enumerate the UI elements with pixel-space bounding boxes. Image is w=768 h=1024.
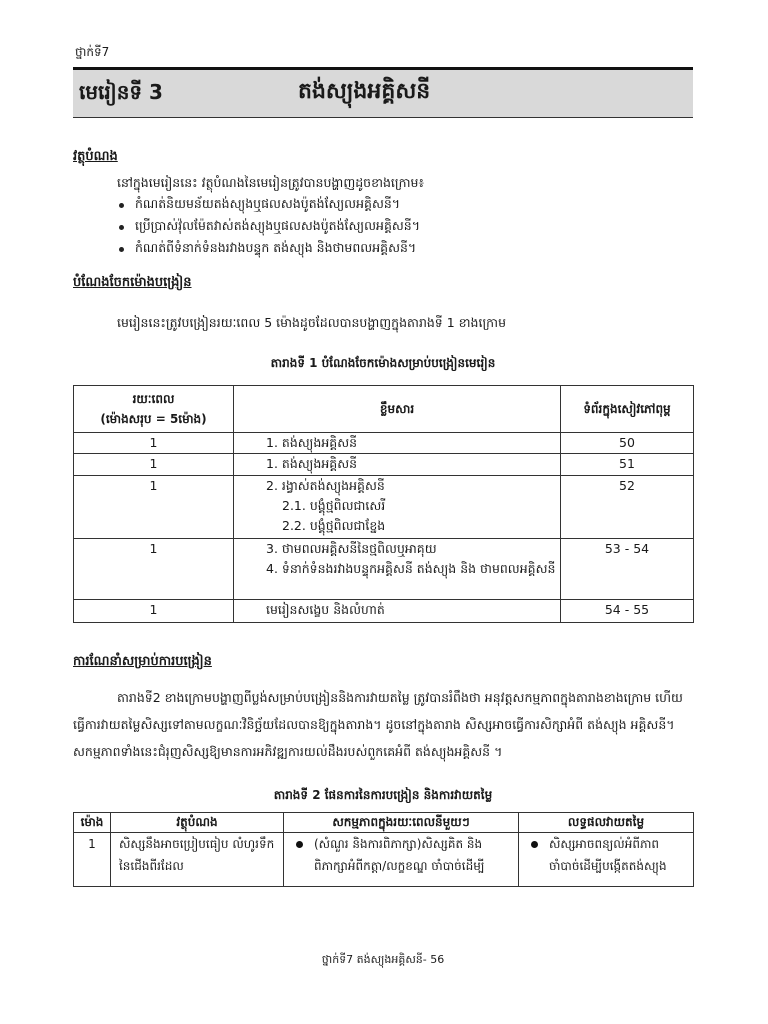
bullet-icon [119,225,124,230]
objective-item [117,218,693,240]
lesson-topic: តង់ស្យុងអគ្គិសនី [298,79,431,104]
schedule-heading: បំណែងចែកម៉ោងបង្រៀន [73,275,192,290]
bullet-icon [531,841,538,848]
activity-value: (សំណួរ និងការពិភាក្សា)សិស្សគិត និង ពិភាក្សាអំពីកត្តា/លក្ខខណ្ឌ ចាំបាច់ដើម្បី [314,837,485,873]
bullet-icon [119,247,124,252]
content-cell [234,454,561,476]
table-row [74,454,694,476]
hours-cell: 1 [74,454,234,476]
table-1-caption: តារាងទី 1 បំណែងចែកម៉ោងសម្រាប់បង្រៀនមេរៀន [270,356,496,370]
activity-header: សកម្មភាពក្នុងរយៈពេលនីមួយៗ [284,813,519,833]
objective-header: វត្ថុបំណង [111,813,284,833]
schedule-table [73,385,694,623]
objective-text: កំណត់ពីទំនាក់ទំនងរវាងបន្ទុក តង់ស្យុង និងថាមពលអគ្គិសនី។ [135,240,417,255]
assessment-cell [519,833,694,887]
table-header-row [74,813,694,833]
hours-cell: 1 [74,600,234,623]
content-line: 4. ទំនាក់ទំនងរវាងបន្ទុកអគ្គិសនី តង់ស្យុង និង ថាមពលអគ្គិសនី [266,561,556,576]
bullet-icon [119,203,124,208]
objective-text: ប្រើប្រាស់វ៉ុលម៉ែតវាស់តង់ស្យុងឬផលសងប៉ូតង់ស្យែលអគ្គិសនី។ [135,218,420,233]
duration-header-label: រយៈពេល [132,392,175,406]
bullet-icon [296,841,303,848]
hour-value: 1 [88,837,96,851]
content-cell [234,476,561,539]
page-cell: 53 - 54 [561,539,694,600]
assessment-value: សិស្សអាចពន្យល់អំពីភាព ចាំបាច់ដើម្បីបង្កើតតង់ស្យុង [549,837,667,873]
content-header: ខ្លឹមសារ [234,386,561,433]
objective-item [117,196,693,218]
page-cell: 52 [561,476,694,539]
content-line: 2. រង្វាស់តង់ស្យុងអគ្គិសនី [266,478,385,493]
plan-table [73,812,694,887]
hours-cell: 1 [74,539,234,600]
objective-text: កំណត់និយមន័យតង់ស្យុងឬផលសងប៉ូតង់ស្យែលអគ្គិសនី។ [135,196,401,211]
content-cell [234,433,561,454]
content-line: មេរៀនសង្ខេប និងលំហាត់ [266,602,385,617]
objective-item [117,240,693,262]
content-cell [234,600,561,623]
hours-cell: 1 [74,476,234,539]
content-line: 1. តង់ស្យុងអគ្គិសនី [266,435,358,450]
table-row [74,476,694,539]
guidance-paragraph: តារាងទី2 ខាងក្រោមបង្ហាញពីប្លង់សម្រាប់បង្រៀននិងការវាយតម្លៃ ត្រូវបានរំពឹងថា អនុវត្តសកម្មភាពក្នុងតារាងខាងក្រោម ហើយ ធ្វើការវាយតម្លៃសិស្សទៅតាមលក្ខណៈវិនិច្ឆ័យដែលបានឱ្យក្នុងតារាង។ ដូចនៅក្នុងតារាង សិស្សអាចធ្វើការសិក្សាអំពី តង់ស្យុង អគ្គិសនី។ សកម្មភាពទាំងនេះជំរុញសិស្សឱ្យមានការអភិវឌ្ឍការយល់ដឹងរបស់ពួកគេអំពី តង់ស្យុងអគ្គិសនី ។ [73,690,683,759]
assessment-header: លទ្ធផលវាយតម្លៃ [519,813,694,833]
page-header: ទំព័រក្នុងសៀវភៅពុម្ព [561,386,694,433]
hours-cell: 1 [74,433,234,454]
table-2-caption: តារាងទី 2 ផែនការនៃការបង្រៀន និងការវាយតម្លៃ [273,788,493,802]
activity-cell [284,833,519,887]
lesson-title-bar [73,70,693,118]
duration-header [74,386,234,433]
objective-value: សិស្សនឹងអាចប្រៀបធៀប លំហូរទឹកនៃជើងពីរដែល [119,837,275,873]
hour-cell [74,833,111,887]
table-row [74,600,694,623]
content-line: 3. ថាមពលអគ្គិសនីនៃថ្មពិលឬអាគុយ [266,541,437,556]
table-header-row [74,386,694,433]
table-row [74,433,694,454]
page-cell: 54 - 55 [561,600,694,623]
hour-header: ម៉ោង [74,813,111,833]
duration-total-label: (ម៉ោងសរុប = 5ម៉ោង) [100,412,207,426]
table-row [74,539,694,600]
content-subline: 2.1. បង្គុំថ្មពិលជាសេរី [282,498,386,513]
objective-cell [111,833,284,887]
grade-label: ថ្នាក់ទី7 [75,45,110,59]
content-cell [234,539,561,600]
schedule-intro: មេរៀននេះត្រូវបង្រៀនរយៈពេល 5 ម៉ោងដូចដែលបានបង្ហាញក្នុងតារាងទី 1 ខាងក្រោម [117,315,507,330]
page-footer: ថ្នាក់ទី7 តង់ស្យុងអគ្គិសនី- 56 [321,953,445,966]
guidance-heading: ការណែនាំសម្រាប់ការបង្រៀន [73,654,212,669]
lesson-number: មេរៀនទី 3 [79,80,163,104]
content-subline: 2.2. បង្គុំថ្មពិលជាខ្នែង [282,518,386,533]
objectives-heading: វត្ថុបំណង [73,149,118,164]
table-row [74,833,694,887]
page-cell: 51 [561,454,694,476]
content-line: 1. តង់ស្យុងអគ្គិសនី [266,456,358,471]
objectives-intro: នៅក្នុងមេរៀននេះ វត្ថុបំណងនៃមេរៀនត្រូវបានបង្ហាញដូចខាងក្រោម៖ [117,175,424,190]
page-cell: 50 [561,433,694,454]
